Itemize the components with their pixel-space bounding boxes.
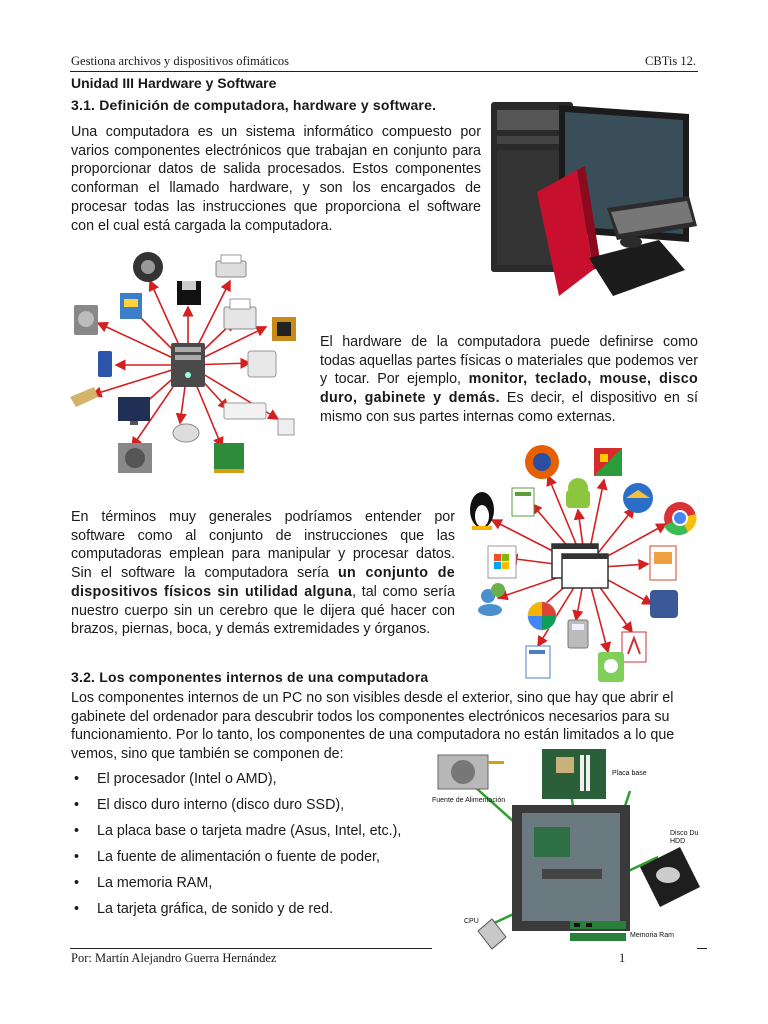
hard-disk-icon	[74, 305, 98, 335]
section-1-heading: 3.1. Definición de computadora, hardware y software.	[71, 97, 437, 113]
spreadsheet-icon	[512, 488, 534, 516]
components-list	[71, 767, 401, 923]
software-diagram	[462, 440, 702, 684]
power-supply-image	[438, 755, 504, 789]
monitor-icon	[118, 397, 150, 425]
windows-logo-icon	[488, 546, 516, 578]
hard-disk-image	[640, 847, 700, 907]
list-item: • La memoria RAM,	[71, 871, 401, 897]
floppy-icon	[177, 281, 201, 305]
p2-text-b: Es decir, el dispositivo en sí mismo con sus partes internas como externas.	[320, 390, 698, 425]
section-2-heading: 3.2. Los componentes internos de una computadora	[71, 669, 429, 685]
tape-drive-icon	[120, 293, 142, 319]
paragraph-hardware-definition	[320, 333, 698, 427]
list-item: • La placa base o tarjeta madre (Asus, Intel, etc.),	[71, 819, 401, 845]
firefox-icon	[525, 445, 559, 479]
p3-bold-phrase: un conjunto de dispositivos físicos sin utilidad alguna	[71, 565, 455, 600]
p2-bold-examples: monitor, teclado, mouse, disco duro, gabinete y demás.	[320, 371, 698, 407]
footer-dash	[697, 948, 707, 949]
mouse	[620, 236, 642, 248]
pdf-icon	[622, 632, 646, 662]
keyboard-icon	[224, 403, 266, 419]
mouse-icon	[173, 424, 199, 442]
label-ram: Memoria Ram	[630, 932, 674, 939]
document-icon	[526, 646, 550, 678]
linux-icon	[470, 492, 494, 530]
printer-icon	[216, 255, 246, 277]
expansion-card-icon	[214, 443, 244, 473]
picasa-icon	[528, 602, 556, 630]
usb-drive-icon	[98, 351, 112, 377]
p2-text-a: El hardware de la computadora puede definirse como todas aquellas partes físicas o materiales que podemos ver y tocar. Por ejemplo,	[320, 334, 698, 388]
thunderbird-icon	[623, 483, 653, 513]
header-rule	[70, 71, 698, 72]
label-motherboard: Placa base	[612, 770, 647, 777]
external-drive-icon	[248, 351, 276, 377]
android-icon	[566, 478, 590, 508]
chrome-icon	[664, 502, 696, 535]
pc-tower-icon	[171, 343, 205, 387]
paragraph-computer-definition: Una computadora es un sistema informático compuesto por varios componentes electrónicos que trabajan en conjunto para proporcionar datos de salida procesados. Estos componentes conforman el llamado hardware, y son los encargados de procesar todas las instrucciones que proporciona el software con el cual está cargada la computadora.	[71, 124, 481, 234]
header-school: CBTis 12.	[645, 54, 696, 68]
cable-icon	[70, 387, 98, 407]
p3-text-a: En términos muy generales podríamos entender por software como al conjunto de instrucciones que las computadoras emplean para manipular y procesar datos. Sin el software la computadora sería	[71, 509, 455, 582]
facebook-icon	[650, 590, 678, 618]
open-case-image	[512, 805, 630, 931]
label-psu: Fuente de Alimentación	[432, 797, 506, 804]
unit-title: Unidad III Hardware y Software	[71, 75, 277, 91]
cpu-image	[478, 919, 506, 949]
footer-author: Por: Martín Alejandro Guerra Hernández	[71, 951, 277, 965]
list-item: • El disco duro interno (disco duro SSD),	[71, 793, 401, 819]
page-number: 1	[619, 951, 626, 965]
computer-laptop-image	[489, 100, 701, 302]
label-cpu: CPU	[464, 918, 479, 925]
list-item: • El procesador (Intel o AMD),	[71, 767, 401, 793]
avast-icon	[594, 448, 622, 476]
power-supply-icon	[118, 443, 152, 473]
green-app-icon	[598, 652, 624, 682]
printer-large-icon	[224, 299, 256, 329]
contacts-icon	[478, 583, 505, 616]
presentation-icon	[650, 546, 676, 580]
label-disk-2: HDD	[670, 838, 686, 845]
paragraph-software-definition	[71, 508, 455, 639]
p3-text-b: , tal como sería nuestro cuerpo sin un cerebro que le dijera qué hacer con brazos, piernas, boca, y demás extremidades y órganos.	[71, 583, 456, 638]
calculator-icon	[568, 620, 588, 648]
header-course-name: Gestiona archivos y dispositivos ofimáticos	[71, 54, 290, 68]
network-cable-icon	[278, 419, 294, 435]
label-disk-1: Disco Du	[670, 830, 699, 837]
webcam-icon	[133, 252, 163, 282]
paragraph-internal-components: Los componentes internos de un PC no son visibles desde el exterior, sino que hay que abrir el gabinete del ordenador para descubrir todos los componentes electrónicos necesarios para su funcionamiento. Por lo tanto, los componentes de una computadora no están limitados a lo que vemos, sino que también se componen de:	[71, 690, 675, 763]
footer-rule	[70, 948, 432, 949]
motherboard-image	[542, 749, 606, 799]
list-item: • La tarjeta gráfica, de sonido y de red.	[71, 897, 401, 923]
chip-icon	[272, 317, 296, 341]
internal-components-figure	[430, 747, 704, 952]
hardware-diagram	[68, 247, 308, 483]
list-item: • La fuente de alimentación o fuente de poder,	[71, 845, 401, 871]
